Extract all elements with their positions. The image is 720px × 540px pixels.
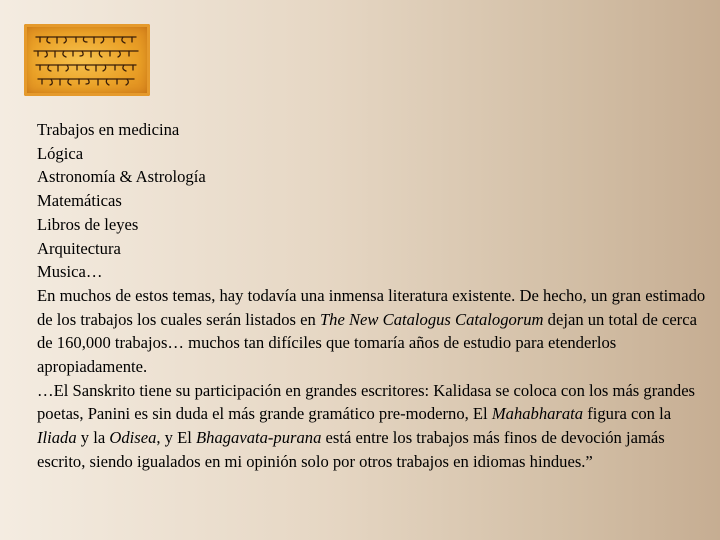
paragraph-literature [37, 284, 707, 379]
paragraph-text: , y El [156, 428, 197, 448]
work-title-bhagavata-purana: Bhagavata-purana [196, 428, 322, 448]
paragraph-text: …El Sanskrito tiene su participación en grandes escritores: Kalidasa se coloca con los más grandes poetas, Panini es sin duda el más grande gramático pre-moderno, El [37, 380, 696, 424]
list-item: Trabajos en medicina [37, 120, 180, 139]
slide-body-text [37, 118, 707, 474]
paragraph-text: está entre los trabajos más finos de devoción jamás escrito, siendo igualados en mi opinión solo por otros trabajos en idiomas hindues.” [37, 428, 665, 471]
list-item: Arquitectura [37, 238, 121, 258]
list-item: Musica… [37, 262, 103, 282]
list-item: Astronomía & Astrología [37, 167, 206, 187]
paragraph-writers [37, 379, 707, 474]
list-item: Lógica [37, 143, 84, 163]
work-title-odisea: Odisea [109, 428, 157, 448]
list-item: Libros de leyes [37, 214, 139, 234]
work-title-catalogus: The New Catalogus Catalogorum [319, 309, 544, 329]
work-title-mahabharata: Mahabharata [491, 404, 584, 424]
paragraph-text: dejan un total de cerca de 160,000 trabajos… muchos tan difíciles que tomaría años de estudio para etenderlos apropiadamente. [37, 309, 697, 377]
paragraph-text: En muchos de estos temas, hay todavía una inmensa literatura existente. De hecho, un gran estimado de los trabajos los cuales serán listados en [37, 285, 706, 329]
paragraph-text: y la [76, 428, 110, 448]
work-title-iliada: Iliada [37, 428, 77, 448]
paragraph-text: figura con la [583, 404, 672, 424]
sanskrit-manuscript-image [24, 24, 150, 96]
list-item: Matemáticas [37, 191, 122, 211]
manuscript-script-lines [24, 24, 150, 96]
